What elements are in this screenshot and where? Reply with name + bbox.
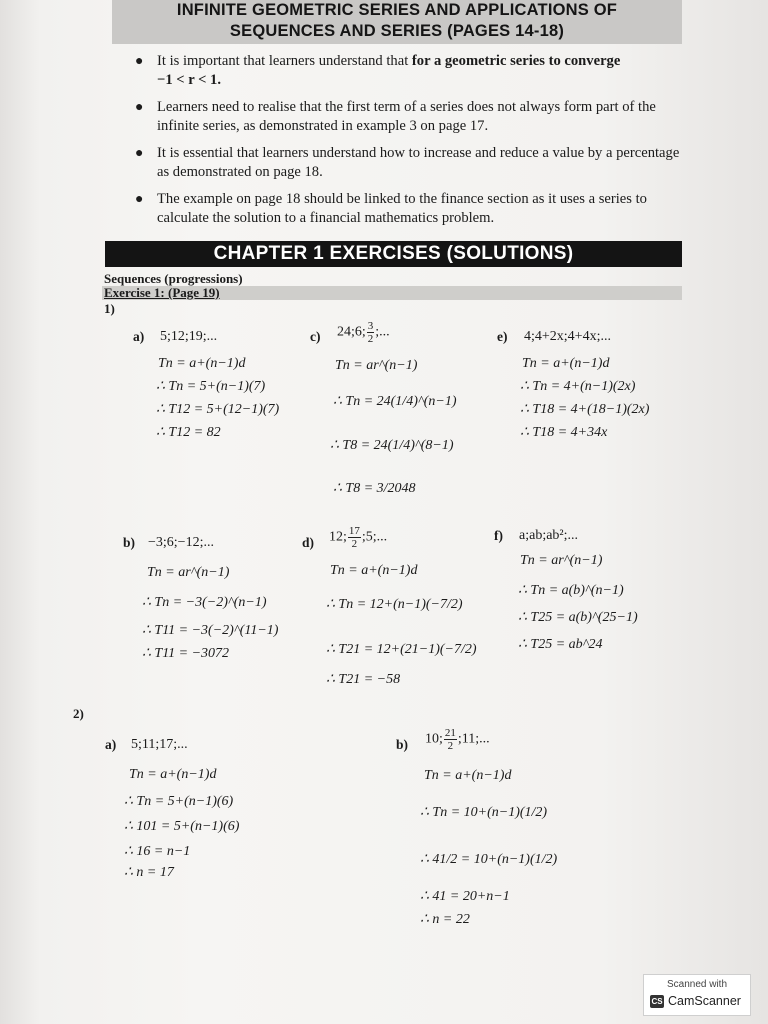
math-line: ∴ 41/2 = 10+(n−1)(1/2) — [420, 852, 558, 867]
math-line: Tn = a+(n−1)d — [158, 356, 246, 371]
sequence: 12; $\frac{17}{2}$ ;5;... — [329, 525, 388, 550]
math-line: ∴ Tn = 24(1/4)^(n−1) — [333, 394, 457, 409]
bullet-item: ● It is essential that learners understand how to increase and reduce a value by a percentage as demonstrated on page 18. — [135, 145, 680, 180]
fraction: $\frac{17}{2}$ — [348, 525, 360, 550]
bullet-icon: ● — [135, 192, 144, 207]
math-line: ∴ T18 = 4+34x — [520, 425, 608, 440]
sequence: 5;11;17;... — [131, 737, 188, 752]
math-line: ∴ T21 = 12+(21−1)(−7/2) — [326, 642, 477, 657]
teaching-notes-list — [135, 52, 687, 236]
section-title-line2: SEQUENCES AND SERIES (PAGES 14-18) — [229, 22, 565, 40]
math-line: ∴ T8 = 3/2048 — [333, 481, 416, 496]
math-line: ∴ T11 = −3(−2)^(11−1) — [142, 623, 279, 638]
bullet-item: ● The example on page 18 should be linked to the finance section as it uses a series to calculate the solution to a financial mathematics problem. — [135, 191, 647, 226]
math-line: ∴ Tn = 5+(n−1)(7) — [156, 379, 266, 394]
math-line: ∴ Tn = −3(−2)^(n−1) — [142, 595, 267, 610]
subsection-heading: Sequences (progressions) — [104, 271, 243, 286]
sequence: a;ab;ab²;... — [519, 528, 579, 543]
question-2-label: 2) — [73, 706, 84, 721]
sequence: 5;12;19;... — [160, 329, 218, 344]
math-line: ∴ T12 = 5+(12−1)(7) — [156, 402, 280, 417]
fraction: $\frac{3}{2}$ — [367, 320, 374, 345]
math-line: Tn = ar^(n−1) — [520, 553, 603, 568]
part-label: c) — [310, 329, 321, 344]
bullet-item: ● Learners need to realise that the first term of a series does not always form part of the infinite series, as demonstrated in example 3 on page 17. — [135, 99, 656, 134]
math-line: Tn = a+(n−1)d — [522, 356, 610, 371]
part-label: b) — [396, 737, 409, 752]
bullet-icon: ● — [135, 146, 144, 161]
math-line: ∴ Tn = 10+(n−1)(1/2) — [420, 805, 548, 820]
exercise-heading: Exercise 1: (Page 19) — [104, 285, 220, 300]
math-line: Tn = ar^(n−1) — [335, 358, 418, 373]
math-line: ∴ T25 = a(b)^(25−1) — [518, 610, 638, 625]
math-line: Tn = a+(n−1)d — [129, 767, 217, 782]
math-line: ∴ T11 = −3072 — [142, 646, 230, 661]
camscanner-watermark: Scanned with CS CamScanner — [643, 974, 751, 1016]
part-label: f) — [494, 528, 503, 543]
math-line: ∴ T18 = 4+(18−1)(2x) — [520, 402, 650, 417]
math-line: ∴ T21 = −58 — [326, 672, 401, 687]
math-line: Tn = a+(n−1)d — [330, 563, 418, 578]
sequence: 10; $\frac{21}{2}$ ;11;... — [425, 727, 490, 752]
math-line: ∴ n = 17 — [124, 865, 174, 880]
math-line: ∴ Tn = 4+(n−1)(2x) — [520, 379, 636, 394]
math-line: ∴ 41 = 20+n−1 — [420, 889, 510, 904]
math-line: Tn = a+(n−1)d — [424, 768, 512, 783]
sequence: 4;4+2x;4+4x;... — [524, 329, 611, 344]
chapter-heading: CHAPTER 1 EXERCISES (SOLUTIONS) — [105, 241, 682, 267]
part-label: d) — [302, 535, 315, 550]
math-line: ∴ Tn = a(b)^(n−1) — [518, 583, 624, 598]
math-line: ∴ n = 22 — [420, 912, 470, 927]
math-line: ∴ 101 = 5+(n−1)(6) — [124, 819, 240, 834]
sequence: 24;6; $\frac{3}{2}$ ;... — [337, 320, 390, 345]
part-label: e) — [497, 329, 508, 344]
part-label: b) — [123, 535, 136, 550]
math-line: ∴ Tn = 5+(n−1)(6) — [124, 794, 234, 809]
bullet-icon: ● — [135, 54, 144, 69]
question-1-label: 1) — [104, 301, 115, 316]
math-line: ∴ 16 = n−1 — [124, 844, 191, 859]
part-label: a) — [105, 737, 117, 752]
math-line: ∴ T8 = 24(1/4)^(8−1) — [330, 438, 454, 453]
bullet-item: ● It is important that learners understand that for a geometric series to converge −1 < r < 1. — [135, 53, 621, 88]
fraction: $\frac{21}{2}$ — [444, 727, 456, 752]
part-label: a) — [133, 329, 145, 344]
section-title-line1: INFINITE GEOMETRIC SERIES AND APPLICATIONS OF — [176, 1, 618, 19]
bullet-icon: ● — [135, 100, 144, 115]
math-line: ∴ T12 = 82 — [156, 425, 221, 440]
math-line: Tn = ar^(n−1) — [147, 565, 230, 580]
sequence: −3;6;−12;... — [148, 535, 214, 550]
math-line: ∴ T25 = ab^24 — [518, 637, 603, 652]
camscanner-logo-icon: CS — [651, 997, 663, 1006]
math-line: ∴ Tn = 12+(n−1)(−7/2) — [326, 597, 463, 612]
